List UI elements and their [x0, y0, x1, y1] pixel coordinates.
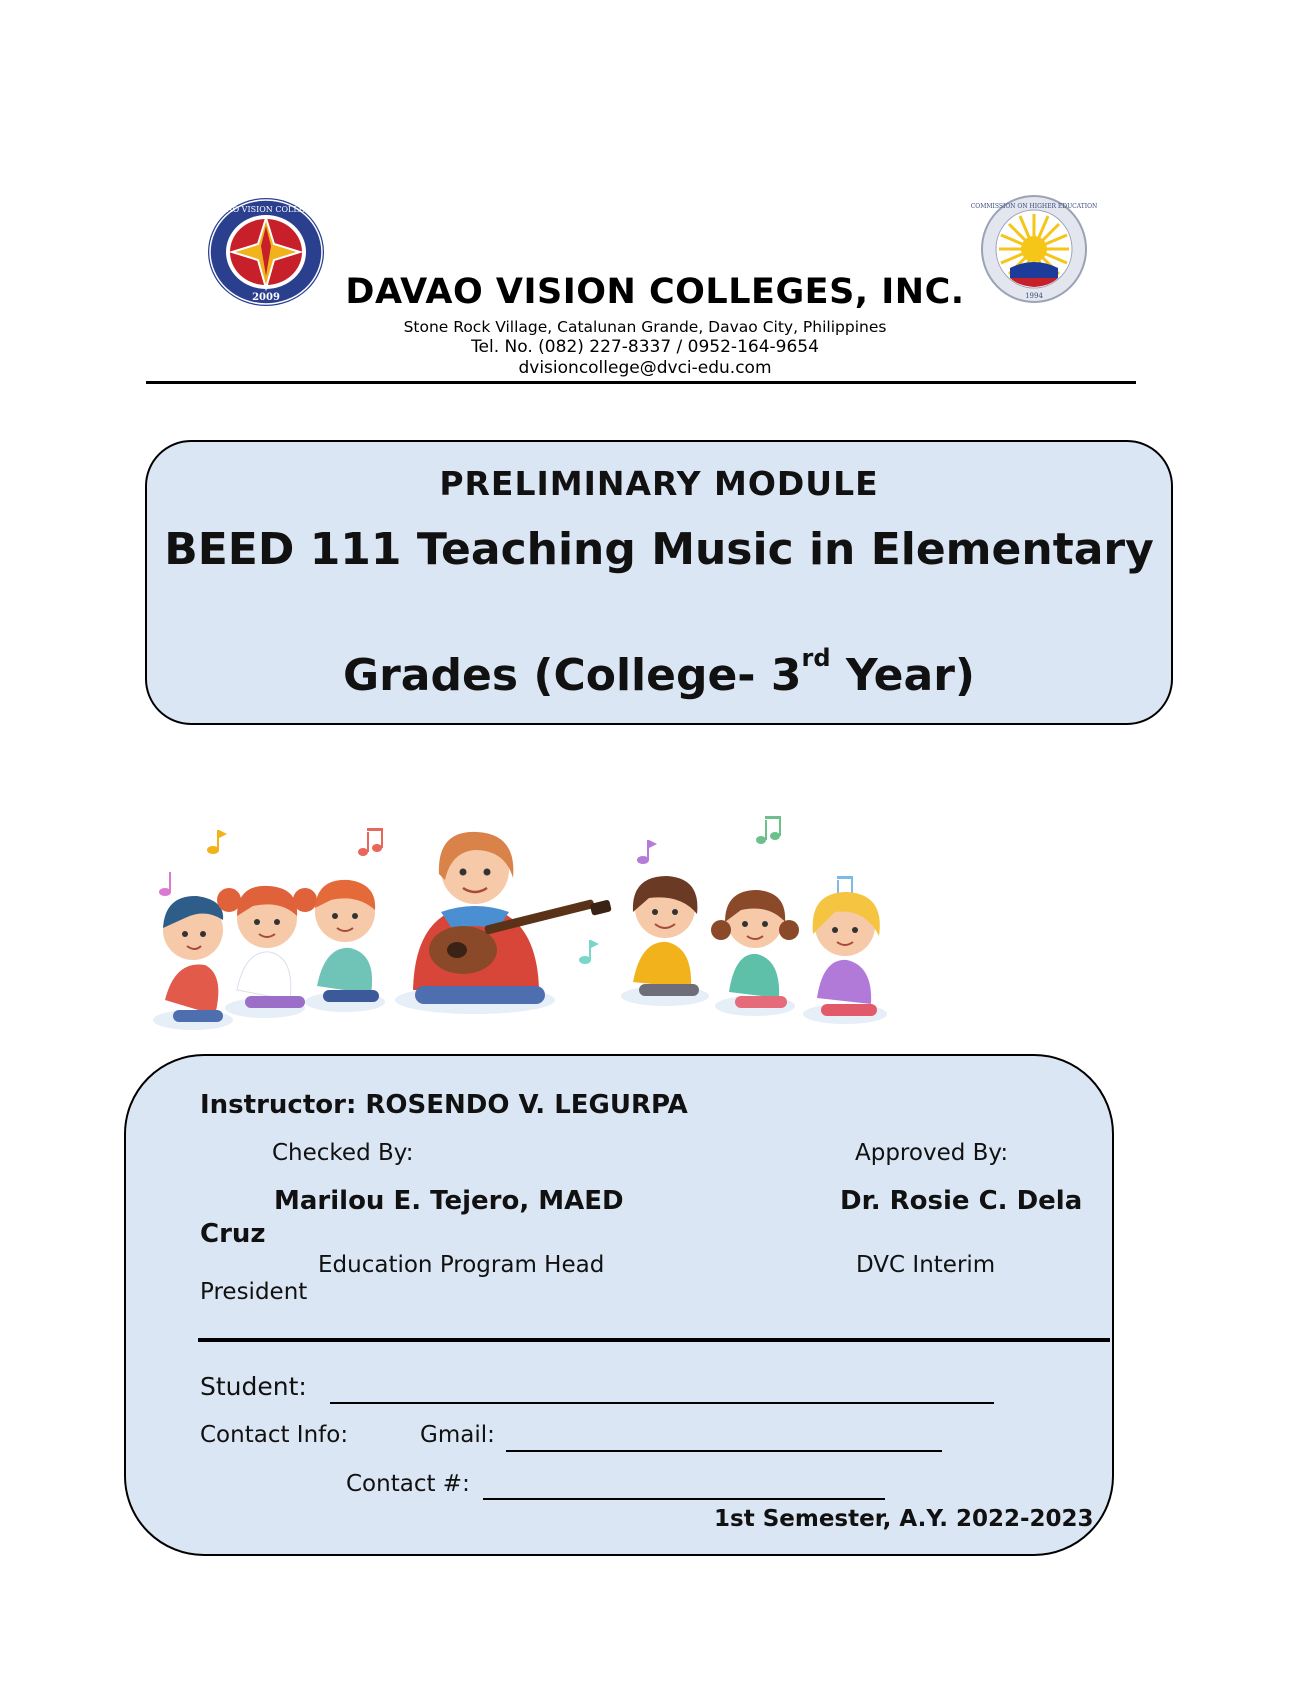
- approver-role-continued: President: [200, 1279, 308, 1305]
- ched-year: 1994: [1025, 292, 1043, 300]
- school-name: DAVAO VISION COLLEGES, INC.: [345, 272, 965, 312]
- checker-role: Education Program Head: [318, 1252, 605, 1278]
- semester-line: 1st Semester, A.Y. 2022-2023: [714, 1506, 1094, 1532]
- course-title: BEED 111 Teaching Music in Elementary: [164, 524, 1154, 575]
- course-grades: [145, 644, 1173, 701]
- module-label: PRELIMINARY MODULE: [439, 464, 879, 503]
- approved-by-label: Approved By:: [855, 1140, 1009, 1166]
- teacher-figure: [395, 832, 612, 1014]
- grades-ordinal: rd: [801, 644, 831, 672]
- school-telephone: Tel. No. (082) 227-8337 / 0952-164-9654: [471, 337, 819, 357]
- child-figure: [621, 876, 709, 1006]
- seal-year: 2009: [252, 292, 280, 303]
- school-address: Stone Rock Village, Catalunan Grande, Davao City, Philippines: [403, 318, 887, 336]
- contact-info-label: Contact Info:: [200, 1422, 349, 1448]
- gmail-label: Gmail:: [420, 1422, 495, 1448]
- music-class-illustration: [145, 800, 955, 1045]
- info-divider: [198, 1338, 1110, 1342]
- music-note-icon: [756, 816, 781, 844]
- child-figure: [153, 896, 233, 1030]
- seal-ring-text: DAVAO VISION COLLEGES: [209, 205, 323, 214]
- school-email: dvisioncollege@dvci-edu.com: [518, 358, 772, 378]
- checker-name: Marilou E. Tejero, MAED: [274, 1186, 624, 1216]
- grades-prefix: Grades (College- 3: [342, 650, 802, 701]
- header-divider: [146, 381, 1136, 384]
- approver-role: DVC Interim: [856, 1252, 996, 1278]
- child-figure: [217, 886, 317, 1018]
- child-figure: [305, 880, 385, 1012]
- music-note-icon: [637, 840, 657, 864]
- music-note-icon: [207, 830, 227, 854]
- semester-clip: [700, 1506, 1110, 1532]
- music-note-icon: [358, 828, 383, 856]
- music-note-icon: [159, 872, 171, 896]
- child-figure: [711, 890, 799, 1016]
- contact-number-blank[interactable]: [483, 1498, 885, 1500]
- student-label: Student:: [200, 1372, 307, 1401]
- ched-ring-text: COMMISSION ON HIGHER EDUCATION: [970, 203, 1098, 210]
- student-name-blank[interactable]: [330, 1402, 994, 1404]
- approver-name: Dr. Rosie C. Dela: [840, 1186, 1083, 1216]
- music-note-icon: [579, 940, 599, 964]
- instructor-line: Instructor: ROSENDO V. LEGURPA: [200, 1090, 688, 1120]
- approver-name-continued: Cruz: [200, 1219, 266, 1249]
- contact-number-label: Contact #:: [346, 1471, 470, 1497]
- checked-by-label: Checked By:: [272, 1140, 414, 1166]
- info-box: [124, 1054, 1114, 1556]
- child-figure: [803, 892, 887, 1024]
- gmail-blank[interactable]: [506, 1450, 942, 1452]
- grades-suffix: Year): [830, 650, 976, 701]
